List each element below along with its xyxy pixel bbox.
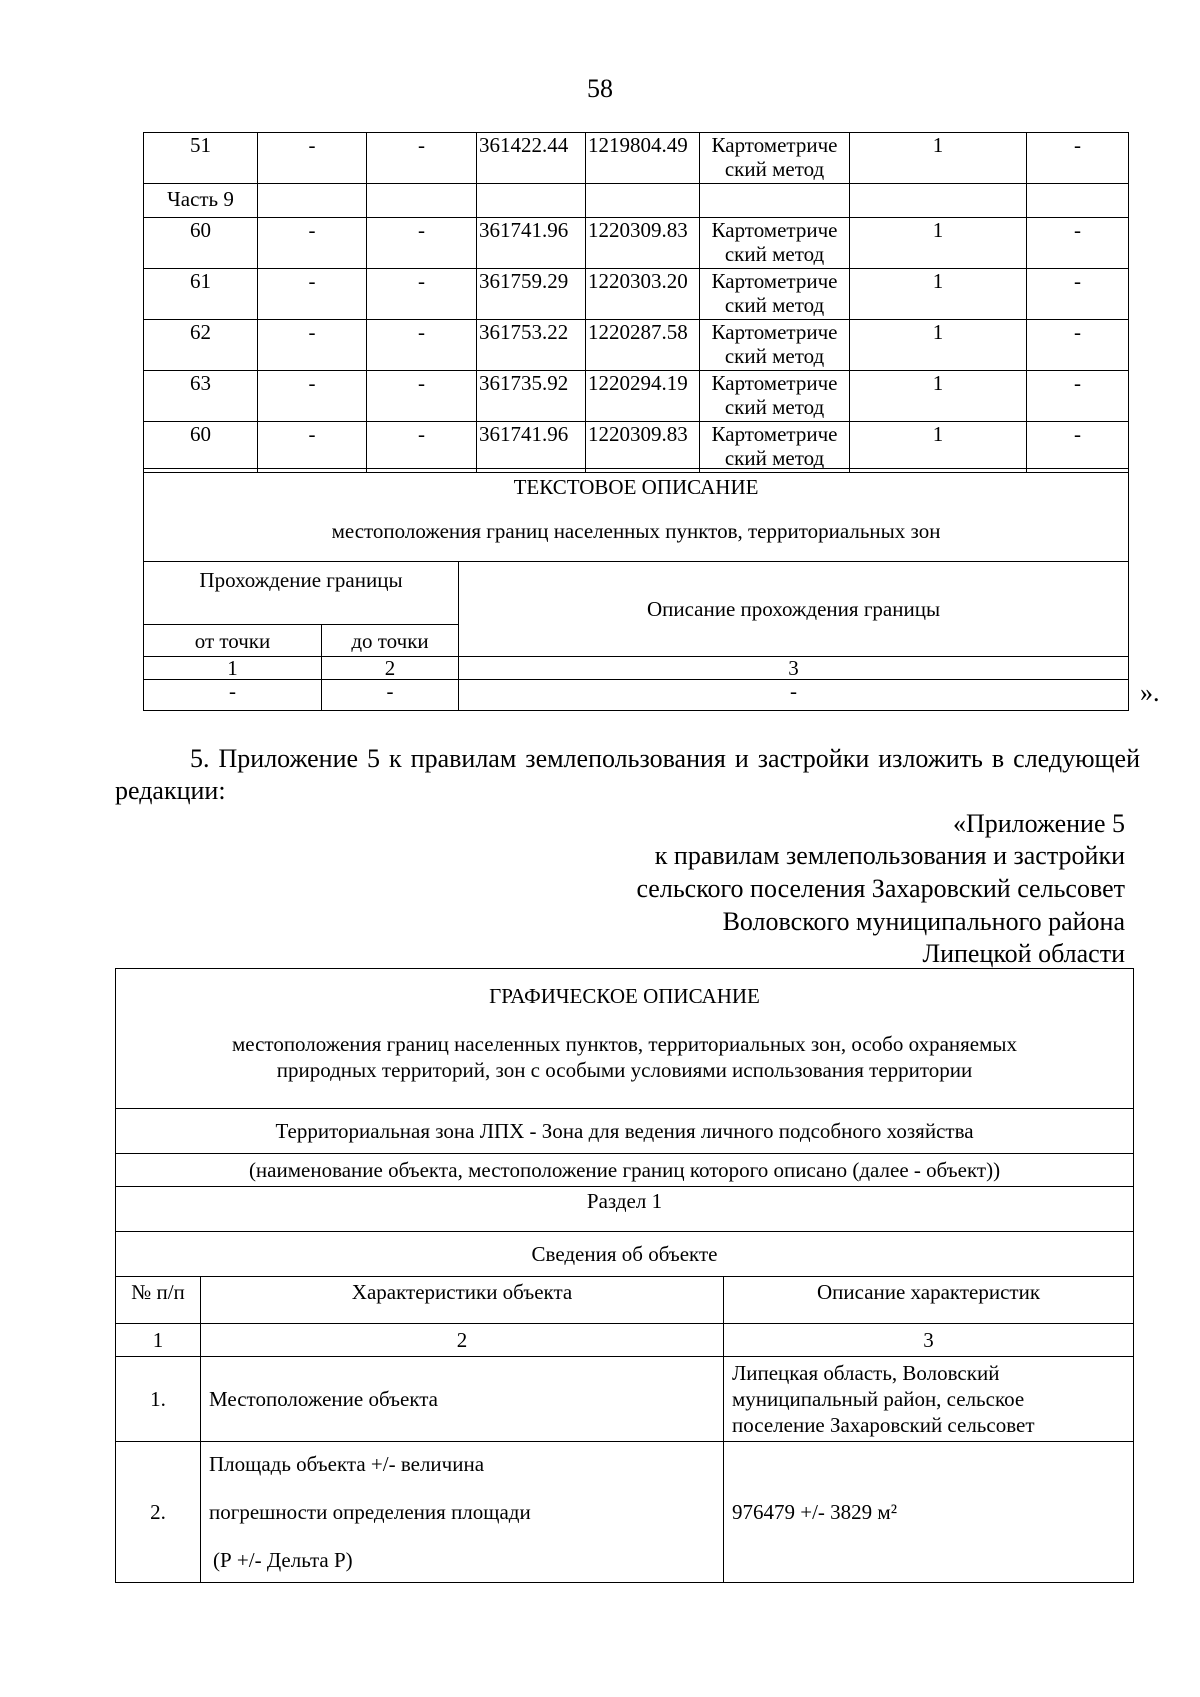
annex-line-4: Воловского муниципального района xyxy=(722,907,1125,936)
new-x-cell: 361753.22 xyxy=(477,320,586,371)
point-number-cell: 51 xyxy=(144,133,258,184)
graphic-description-subtitle-1: местоположения границ населенных пунктов, территориальных зон, особо охраняемых xyxy=(231,1032,1018,1056)
row-1-characteristic: Местоположение объекта xyxy=(201,1357,724,1442)
row-1-number: 1. xyxy=(116,1357,201,1442)
row-2-characteristic xyxy=(201,1442,724,1583)
graphic-description-title: ГРАФИЧЕСКОЕ ОПИСАНИЕ xyxy=(489,984,760,1008)
old-y-cell: - xyxy=(367,269,477,320)
row-1-description-line-3: поселение Захаровский сельсовет xyxy=(732,1413,1035,1437)
old-x-cell: - xyxy=(258,269,367,320)
value-to: - xyxy=(322,680,459,711)
old-x-cell: - xyxy=(258,422,367,473)
closing-quote: ». xyxy=(1140,678,1160,707)
row-2-description: 976479 +/- 3829 м² xyxy=(724,1442,1134,1583)
zone-name: Территориальная зона ЛПХ - Зона для ведения личного подсобного хозяйства xyxy=(116,1109,1134,1154)
graphic-description-header xyxy=(116,969,1134,1109)
section-number: Раздел 1 xyxy=(116,1187,1134,1232)
point-number-cell: 61 xyxy=(144,269,258,320)
to-point-header: до точки xyxy=(322,625,459,657)
new-y-cell: 1220294.19 xyxy=(586,371,700,422)
coordinate-row xyxy=(144,320,1129,371)
method-text: Картометриче ский метод xyxy=(711,320,838,368)
page-number: 58 xyxy=(587,74,613,103)
annex-line-3: сельского поселения Захаровский сельсовет xyxy=(636,874,1125,903)
old-y-cell: - xyxy=(367,133,477,184)
method-cell xyxy=(700,320,850,371)
new-x-cell: 361735.92 xyxy=(477,371,586,422)
value-description: - xyxy=(459,680,1129,711)
coordinate-row xyxy=(144,422,1129,473)
header-number: № п/п xyxy=(116,1277,201,1324)
text-description-subtitle: местоположения границ населенных пунктов, территориальных зон xyxy=(331,519,941,543)
old-x-cell: - xyxy=(258,320,367,371)
accuracy-cell: 1 xyxy=(850,320,1027,371)
text-description-title: ТЕКСТОВОЕ ОПИСАНИЕ xyxy=(513,475,759,499)
header-description: Описание характеристик xyxy=(724,1277,1134,1324)
method-text: Картометриче ский метод xyxy=(711,422,838,470)
text-description-table xyxy=(143,468,1129,711)
column-number-3: 3 xyxy=(459,657,1129,680)
method-cell xyxy=(700,218,850,269)
empty-cell xyxy=(258,184,367,218)
row-1-description-line-2: муниципальный район, сельское xyxy=(732,1387,1025,1411)
accuracy-cell: 1 xyxy=(850,371,1027,422)
from-point-header: от точки xyxy=(144,625,322,657)
old-x-cell: - xyxy=(258,218,367,269)
paragraph-5: 5. Приложение 5 к правилам землепользования и застройки изложить в следующей редакции: xyxy=(115,744,1140,805)
method-cell xyxy=(700,269,850,320)
coordinate-row xyxy=(144,371,1129,422)
column-index-3: 3 xyxy=(724,1324,1134,1357)
accuracy-cell: 1 xyxy=(850,269,1027,320)
description-cell: - xyxy=(1027,133,1129,184)
empty-cell xyxy=(367,184,477,218)
annex-line-2: к правилам землепользования и застройки xyxy=(654,841,1125,870)
column-number-1: 1 xyxy=(144,657,322,680)
description-cell: - xyxy=(1027,320,1129,371)
coordinate-row xyxy=(144,218,1129,269)
boundary-description-header: Описание прохождения границы xyxy=(459,562,1129,657)
description-cell: - xyxy=(1027,218,1129,269)
old-y-cell: - xyxy=(367,320,477,371)
row-2-characteristic-line-1: Площадь объекта +/- величина xyxy=(209,1452,485,1476)
old-y-cell: - xyxy=(367,218,477,269)
accuracy-cell: 1 xyxy=(850,218,1027,269)
text-description-header xyxy=(144,469,1129,562)
new-y-cell: 1219804.49 xyxy=(586,133,700,184)
part-row xyxy=(144,184,1129,218)
graphic-description-table xyxy=(115,968,1134,1583)
row-1-description-line-1: Липецкая область, Воловский xyxy=(732,1361,1000,1385)
point-number-cell: 63 xyxy=(144,371,258,422)
row-1-description xyxy=(724,1357,1134,1442)
section-title: Сведения об объекте xyxy=(116,1232,1134,1277)
value-from: - xyxy=(144,680,322,711)
method-cell xyxy=(700,371,850,422)
old-y-cell: - xyxy=(367,371,477,422)
empty-cell xyxy=(586,184,700,218)
row-2-characteristic-line-2: погрешности определения площади xyxy=(209,1500,531,1524)
method-text: Картометриче ский метод xyxy=(711,371,838,419)
header-characteristics: Характеристики объекта xyxy=(201,1277,724,1324)
old-x-cell: - xyxy=(258,371,367,422)
method-cell xyxy=(700,133,850,184)
new-x-cell: 361741.96 xyxy=(477,218,586,269)
coordinate-row xyxy=(144,133,1129,184)
point-number-cell: 60 xyxy=(144,218,258,269)
column-index-1: 1 xyxy=(116,1324,201,1357)
annex-line-5: Липецкой области xyxy=(922,939,1125,968)
description-cell: - xyxy=(1027,422,1129,473)
row-2-number: 2. xyxy=(116,1442,201,1583)
coordinate-row xyxy=(144,269,1129,320)
new-y-cell: 1220309.83 xyxy=(586,422,700,473)
description-cell: - xyxy=(1027,269,1129,320)
description-cell: - xyxy=(1027,371,1129,422)
method-text: Картометриче ский метод xyxy=(711,269,838,317)
graphic-description-subtitle-2: природных территорий, зон с особыми условиями использования территории xyxy=(276,1058,973,1082)
coordinates-table xyxy=(143,132,1129,473)
method-cell xyxy=(700,422,850,473)
point-number-cell: 62 xyxy=(144,320,258,371)
annex-title: «Приложение 5 xyxy=(952,809,1125,838)
zone-caption: (наименование объекта, местоположение границ которого описано (далее - объект)) xyxy=(116,1154,1134,1187)
column-index-2: 2 xyxy=(201,1324,724,1357)
point-number-cell: 60 xyxy=(144,422,258,473)
empty-cell xyxy=(850,184,1027,218)
new-y-cell: 1220309.83 xyxy=(586,218,700,269)
method-text: Картометриче ский метод xyxy=(711,133,838,181)
new-y-cell: 1220303.20 xyxy=(586,269,700,320)
old-y-cell: - xyxy=(367,422,477,473)
empty-cell xyxy=(700,184,850,218)
new-x-cell: 361422.44 xyxy=(477,133,586,184)
column-number-2: 2 xyxy=(322,657,459,680)
part-label: Часть 9 xyxy=(144,184,258,218)
boundary-passage-header: Прохождение границы xyxy=(144,562,459,625)
old-x-cell: - xyxy=(258,133,367,184)
empty-cell xyxy=(1027,184,1129,218)
empty-cell xyxy=(477,184,586,218)
row-2-characteristic-line-3: (Р +/- Дельта Р) xyxy=(213,1548,353,1572)
accuracy-cell: 1 xyxy=(850,422,1027,473)
new-y-cell: 1220287.58 xyxy=(586,320,700,371)
new-x-cell: 361759.29 xyxy=(477,269,586,320)
accuracy-cell: 1 xyxy=(850,133,1027,184)
method-text: Картометриче ский метод xyxy=(711,218,838,266)
new-x-cell: 361741.96 xyxy=(477,422,586,473)
